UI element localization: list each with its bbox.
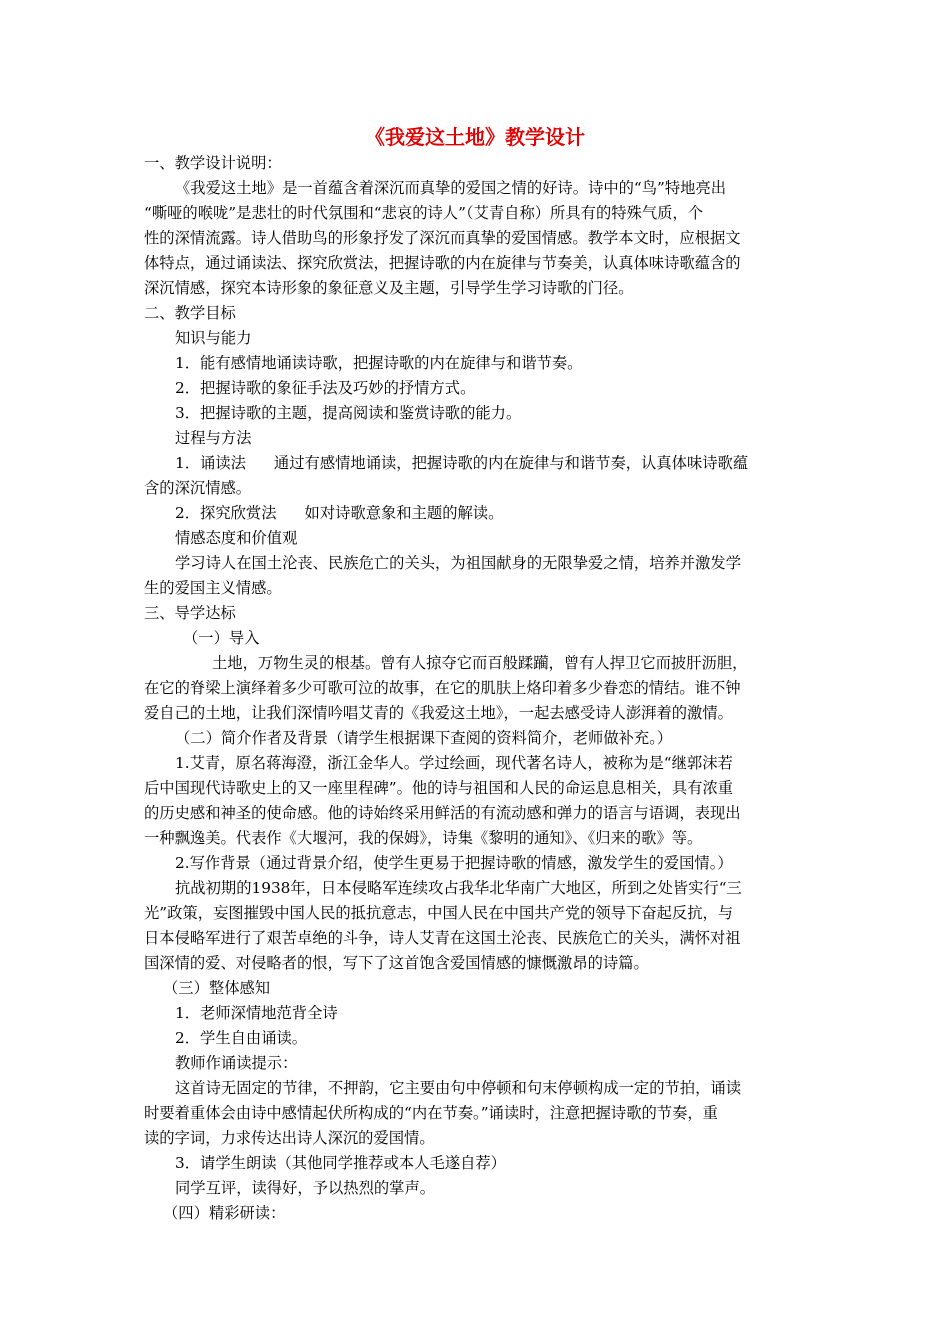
list-item: 3．请学生朗读（其他同学推荐或本人毛遂自荐）: [175, 1154, 506, 1172]
paragraph-line: 《我爱这土地》是一首蕴含着深沉而真挚的爱国之情的好诗。诗中的“鸟”特地亮出: [175, 179, 727, 197]
paragraph-line: “嘶哑的喉咙”是悲壮的时代氛围和“悲哀的诗人”（艾青自称）所具有的特殊气质，个: [144, 204, 704, 222]
paragraph-line: 同学互评，读得好，予以热烈的掌声。: [175, 1179, 436, 1197]
subheading: 过程与方法: [175, 429, 252, 447]
list-item: [175, 503, 503, 523]
paragraph-line: 读的字词，力求传达出诗人深沉的爱国情。: [144, 1129, 435, 1147]
paragraph-line: 爱自己的土地，让我们深情吟唱艾青的《我爱这土地》，一起去感受诗人澎湃着的激情。: [144, 704, 733, 722]
paragraph-line: 日本侵略军进行了艰苦卓绝的斗争，诗人艾青在这国土沦丧、民族危亡的关头，满怀对祖: [144, 929, 741, 947]
paragraph-line: 生的爱国主义情感。: [144, 579, 282, 597]
paragraph-line: 体特点，通过诵读法、探究欣赏法，把握诗歌的内在旋律与节奏美，认真体味诗歌蕴含的: [144, 254, 741, 272]
subheading: 知识与能力: [175, 329, 252, 347]
paragraph-line: 的历史感和神圣的使命感。他的诗始终采用鲜活的有流动感和弹力的语言与语调，表现出: [144, 804, 741, 822]
list-item-text: 如对诗歌意象和主题的解读。: [304, 504, 504, 522]
paragraph-line: 在它的脊梁上演绎着多少可歌可泣的故事，在它的肌肤上烙印着多少眷恋的情结。谁不钟: [144, 679, 741, 697]
document-title: 《我爱这土地》教学设计: [365, 125, 585, 149]
list-item: 1．能有感情地诵读诗歌，把握诗歌的内在旋律与和谐节奏。: [175, 354, 583, 372]
paragraph-line: 抗战初期的1938年，日本侵略军连续攻占我华北华南广大地区，所到之处皆实行“三: [175, 879, 742, 897]
paragraph-line: 光”政策，妄图摧毁中国人民的抵抗意志，中国人民在中国共产党的领导下奋起反抗，与: [144, 904, 734, 922]
list-item: 2．学生自由诵读。: [175, 1029, 308, 1047]
subheading: （二）简介作者及背景（请学生根据课下查阅的资料简介，老师做补充。）: [175, 729, 673, 747]
list-item: 3．把握诗歌的主题，提高阅读和鉴赏诗歌的能力。: [175, 404, 522, 422]
subheading: （一）导入: [183, 629, 260, 647]
paragraph-line: 后中国现代诗歌史上的又一座里程碑”。他的诗与祖国和人民的命运息息相关，具有浓重: [144, 779, 734, 797]
list-item: [175, 453, 748, 473]
list-item-label: 2．探究欣赏法: [175, 504, 277, 522]
section-heading: 一、教学设计说明：: [144, 154, 282, 172]
paragraph-line: 一种飘逸美。代表作《大堰河，我的保姆》，诗集《黎明的通知》、《归来的歌》等。: [144, 829, 703, 847]
paragraph-line: 这首诗无固定的节律，不押韵，它主要由句中停顿和句末停顿构成一定的节拍，诵读: [175, 1079, 741, 1097]
section-heading: 三、导学达标: [144, 604, 236, 622]
paragraph-line: 性的深情流露。诗人借助鸟的形象抒发了深沉而真挚的爱国情感。教学本文时，应根据文: [144, 229, 741, 247]
paragraph-line: 2.写作背景（通过背景介绍，使学生更易于把握诗歌的情感，激发学生的爱国情。）: [175, 854, 733, 872]
paragraph-line: 国深情的爱、对侵略者的恨，写下了这首饱含爱国情感的慷慨激昂的诗篇。: [144, 954, 649, 972]
paragraph-line: 1.艾青，原名蒋海澄，浙江金华人。学过绘画，现代著名诗人，被称为是“继郭沫若: [175, 754, 733, 772]
list-item: 1．老师深情地范背全诗: [175, 1004, 338, 1022]
paragraph-line: 深沉情感，探究本诗形象的象征意义及主题，引导学生学习诗歌的门径。: [144, 279, 634, 297]
paragraph-line: 学习诗人在国土沦丧、民族危亡的关头，为祖国献身的无限挚爱之情，培养并激发学: [175, 554, 741, 572]
list-item-text: 通过有感情地诵读，把握诗歌的内在旋律与和谐节奏，认真体味诗歌蕴: [273, 454, 749, 472]
paragraph-line: 含的深沉情感。: [144, 479, 252, 497]
paragraph-line: 时要着重体会由诗中感情起伏所构成的“内在节奏。”诵读时，注意把握诗歌的节奏，重: [144, 1104, 718, 1122]
subheading: （三）整体感知: [163, 979, 271, 997]
section-heading: 二、教学目标: [144, 304, 236, 322]
paragraph-line: 教师作诵读提示：: [175, 1054, 298, 1072]
list-item-label: 1．诵读法: [175, 454, 246, 472]
list-item: 2．把握诗歌的象征手法及巧妙的抒情方式。: [175, 379, 476, 397]
subheading: 情感态度和价值观: [175, 529, 298, 547]
paragraph-line: 土地，万物生灵的根基。曾有人掠夺它而百般蹂躏，曾有人捍卫它而披肝沥胆，: [212, 654, 748, 672]
subheading: （四）精彩研读：: [163, 1204, 286, 1222]
